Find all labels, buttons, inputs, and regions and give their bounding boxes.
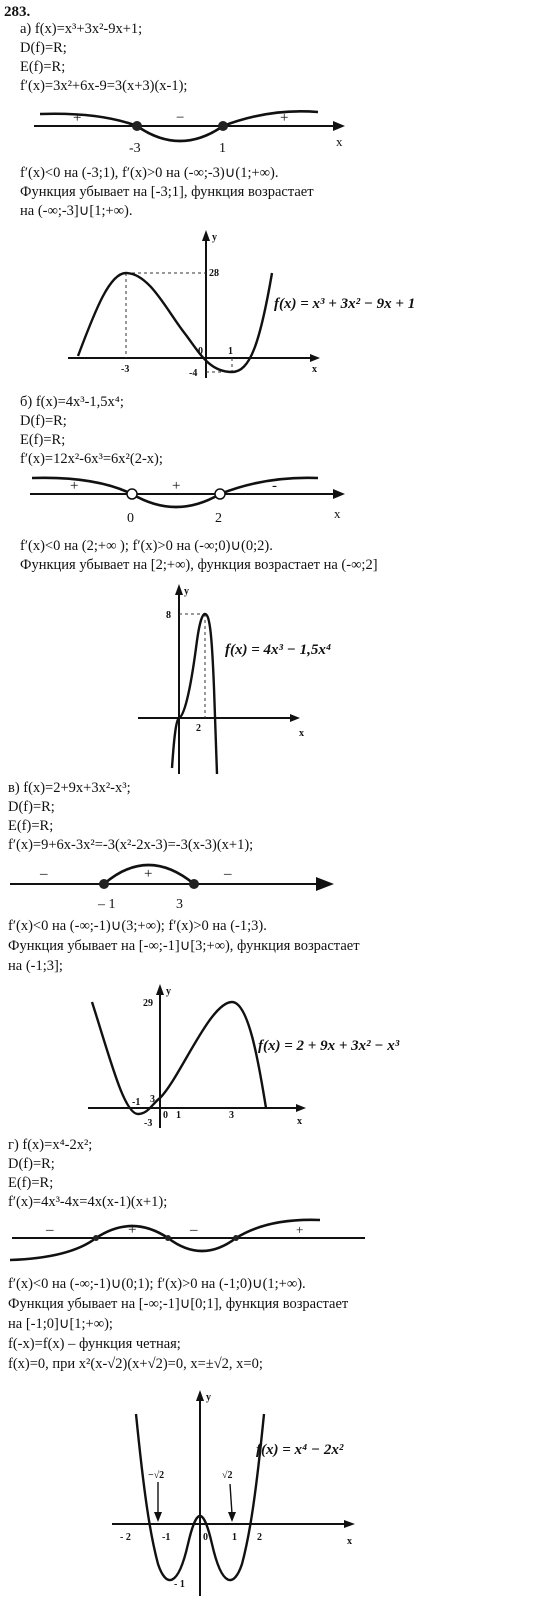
g-root-neg: −√2 [148,1470,165,1481]
v-tick-origin: 0 [163,1110,168,1121]
a-axis-label: x [336,134,343,149]
a-point-2: 1 [219,141,226,156]
g-domain: D(f)=R; [8,1156,55,1172]
problem-number: 283. [4,4,31,20]
b-formula: f(x) = 4x³ − 1,5x⁴ [225,642,332,658]
g-tick-x-p2: 2 [257,1532,262,1543]
a-graph [0,228,550,383]
v-tick-y-neg: -3 [144,1118,153,1129]
v-tick-x-neg: -1 [132,1097,141,1108]
v-x-label: x [297,1116,302,1127]
g-sign-2: + [128,1222,137,1238]
g-intervals: f′(x)<0 на (-∞;-1)∪(0;1); f′(x)>0 на (-1;0)∪(1;+∞). [8,1276,306,1292]
v-monotonic-1: Функция убывает на [-∞;-1]∪[3;+∞), функция возрастает [8,938,360,954]
g-y-label: y [206,1392,211,1403]
b-intervals: f′(x)<0 на (2;+∞ ); f′(x)>0 на (-∞;0)∪(0;2). [20,538,273,554]
a-intervals: f′(x)<0 на (-3;1), f′(x)>0 на (-∞;-3)∪(1;+∞). [20,165,279,181]
b-point-1: 0 [127,511,134,526]
g-sign-1: – [46,1222,54,1238]
v-y-label: y [166,986,171,997]
b-derivative: f′(x)=12x²-6x³=6x²(2-x); [20,451,163,467]
a-tick-y-top: 28 [209,268,219,279]
a-tick-x-pos: 1 [228,346,233,357]
g-x-label: x [347,1536,352,1547]
g-function: г) f(x)=x⁴-2x²; [8,1137,93,1153]
a-x-label: x [312,364,317,375]
b-sign-chart [0,470,550,532]
g-formula: f(x) = x⁴ − 2x² [256,1442,344,1458]
g-monotonic-1: Функция убывает на [-∞;-1]∪[0;1], функция возрастает [8,1296,349,1312]
g-parity: f(-x)=f(x) – функция четная; [8,1336,181,1352]
v-tick-x-one: 1 [176,1110,181,1121]
g-sign-4: + [296,1222,304,1237]
v-range: E(f)=R; [8,818,54,834]
b-monotonic: Функция убывает на [2;+∞), функция возрастает на (-∞;2] [20,557,378,573]
v-derivative: f′(x)=9+6x-3x²=-3(x²-2x-3)=-3(x-3)(x+1); [8,837,254,853]
a-sign-chart [0,100,550,162]
a-sign-3: + [280,110,289,126]
v-graph [0,978,550,1138]
g-sign-3: – [190,1222,198,1238]
v-sign-chart [0,852,550,912]
v-intervals: f′(x)<0 на (-∞;-1)∪(3;+∞); f′(x)>0 на (-1;3). [8,918,267,934]
v-sign-3: – [224,866,232,882]
v-function: в) f(x)=2+9x+3x²-x³; [8,780,131,796]
a-function: а) f(x)=x³+3x²-9x+1; [20,21,143,37]
a-monotonic-1: Функция убывает на [-3;1], функция возрастает [20,184,314,200]
b-tick-y-top: 8 [166,610,171,621]
b-graph [0,578,550,778]
g-root-pos: √2 [222,1470,233,1481]
a-monotonic-2: на (-∞;-3]∪[1;+∞). [20,203,133,219]
v-sign-2: + [144,866,153,882]
b-point-2: 2 [215,511,222,526]
b-sign-2: + [172,478,181,494]
v-point-1: – 1 [98,897,116,912]
a-derivative: f′(x)=3x²+6x-9=3(x+3)(x-1); [20,78,188,94]
a-range: E(f)=R; [20,59,66,75]
a-sign-1: + [73,110,82,126]
g-tick-x-m1: -1 [162,1532,171,1543]
g-monotonic-2: на [-1;0]∪[1;+∞); [8,1316,113,1332]
a-formula: f(x) = x³ + 3x² − 9x + 1 [274,296,416,312]
v-tick-y-mid: 3 [150,1094,155,1105]
a-point-1: -3 [129,141,141,156]
v-formula: f(x) = 2 + 9x + 3x² − x³ [258,1038,400,1054]
v-tick-y-top: 29 [143,998,153,1009]
b-sign-1: + [70,478,79,494]
g-range: E(f)=R; [8,1175,54,1191]
b-range: E(f)=R; [20,432,66,448]
g-derivative: f′(x)=4x³-4x=4x(x-1)(x+1); [8,1194,168,1210]
b-tick-x-pos: 2 [196,723,201,734]
v-monotonic-2: на (-1;3]; [8,958,63,974]
v-tick-x-pos: 3 [229,1110,234,1121]
b-function: б) f(x)=4x³-1,5x⁴; [20,394,124,410]
g-tick-x-m2: - 2 [120,1532,131,1543]
g-roots: f(x)=0, при x²(x-√2)(x+√2)=0, x=±√2, x=0; [8,1356,263,1372]
a-tick-x-neg: -3 [121,364,130,375]
b-y-label: y [184,586,189,597]
v-point-2: 3 [176,897,183,912]
g-tick-x-p1: 1 [232,1532,237,1543]
a-y-label: y [212,232,217,243]
g-sign-chart [0,1214,550,1274]
a-domain: D(f)=R; [20,40,67,56]
g-tick-y-neg: - 1 [174,1579,185,1590]
b-axis-label: x [334,506,341,521]
g-tick-origin: 0 [203,1532,208,1543]
a-tick-y-neg: -4 [189,368,198,379]
b-sign-3: - [272,478,277,494]
v-domain: D(f)=R; [8,799,55,815]
b-domain: D(f)=R; [20,413,67,429]
a-tick-origin: 0 [198,346,203,357]
g-graph [0,1384,550,1600]
v-sign-1: – [40,866,48,882]
b-x-label: x [299,728,304,739]
a-sign-2: − [176,110,185,126]
